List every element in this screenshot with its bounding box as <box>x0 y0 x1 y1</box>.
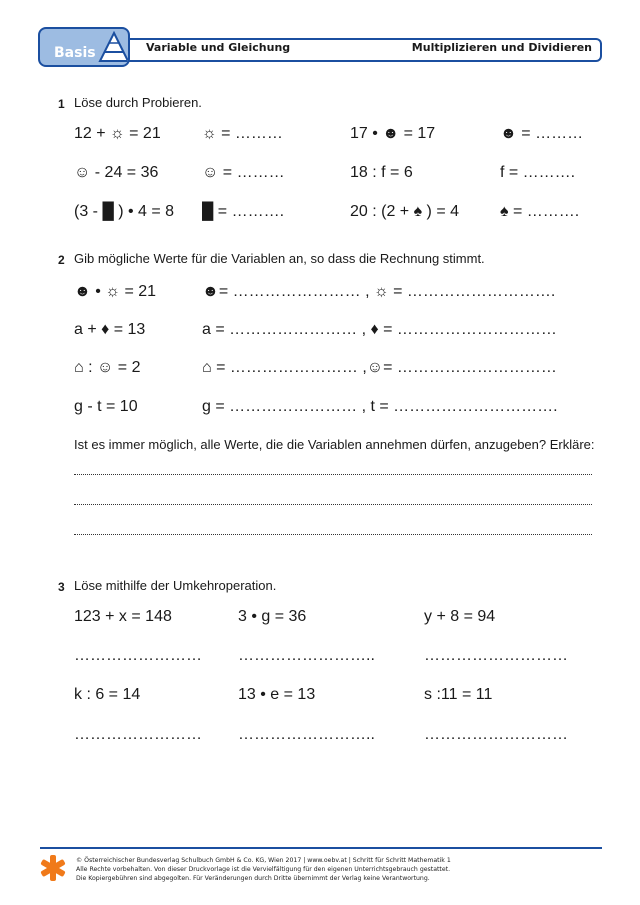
task1-equation: ☺ - 24 = 36 <box>74 164 159 181</box>
task3-equation: 3 • g = 36 <box>238 608 307 625</box>
task3-equation: s :11 = 11 <box>424 686 493 703</box>
task1-answer: ☻ = ……… <box>500 125 584 142</box>
task1-equation: 17 • ☻ = 17 <box>350 125 436 142</box>
task1-number: 1 <box>58 97 65 111</box>
task3-number: 3 <box>58 580 65 594</box>
task2-equation: a + ♦ = 13 <box>74 321 146 338</box>
task1-answer: █ = ………. <box>202 203 285 220</box>
task3-answer: …………………….. <box>238 726 375 743</box>
level-badge <box>38 27 130 67</box>
task3-answer: …………………….. <box>238 647 375 664</box>
answer-line <box>74 504 592 505</box>
task1-equation: 18 : f = 6 <box>350 164 413 181</box>
task3-answer: …………………… <box>74 726 202 743</box>
task1-equation: (3 - █ ) • 4 = 8 <box>74 203 175 220</box>
footer-rights: Alle Rechte vorbehalten. Von dieser Druckvorlage ist die Vervielfältigung für den eigenen Unterrichtsgebrauch gestattet. <box>76 866 451 873</box>
task2-answer: a = …………………… , ♦ = ………………………… <box>202 321 557 338</box>
footer-disclaimer: Die Kopiergebühren sind abgegolten. Für Veränderungen durch Dritte übernimmt der Verlag keine Verantwortung. <box>76 875 430 882</box>
section-title: Multiplizieren und Dividieren <box>411 41 592 54</box>
answer-line <box>74 474 592 475</box>
task2-equation: ⌂ : ☺ = 2 <box>74 359 141 376</box>
task3-answer: ……………………… <box>424 726 568 743</box>
task3-equation: 123 + x = 148 <box>74 608 172 625</box>
task2-instruction: Gib mögliche Werte für die Variablen an, so dass die Rechnung stimmt. <box>74 251 485 266</box>
task1-equation: 20 : (2 + ♠ ) = 4 <box>350 203 459 220</box>
chapter-title: Variable und Gleichung <box>146 41 291 54</box>
task3-equation: k : 6 = 14 <box>74 686 141 703</box>
task1-answer: f = ………. <box>500 164 576 181</box>
task3-answer: …………………… <box>74 647 202 664</box>
task3-instruction: Löse mithilfe der Umkehroperation. <box>74 578 277 593</box>
task2-equation: ☻ • ☼ = 21 <box>74 283 157 300</box>
task1-instruction: Löse durch Probieren. <box>74 95 202 110</box>
footer-divider <box>40 847 602 849</box>
task2-answer: ⌂ = …………………… ,☺= ………………………… <box>202 359 557 376</box>
task2-answer: ☻= …………………… , ☼ = ………………………. <box>202 283 556 300</box>
task3-equation: 13 • e = 13 <box>238 686 316 703</box>
task3-equation: y + 8 = 94 <box>424 608 496 625</box>
task2-question: Ist es immer möglich, alle Werte, die die Variablen annehmen dürfen, anzugeben? Erkläre: <box>74 437 595 452</box>
publisher-logo-icon <box>38 853 68 883</box>
task1-answer: ♠ = ………. <box>500 203 580 220</box>
answer-line <box>74 534 592 535</box>
task1-equation: 12 + ☼ = 21 <box>74 125 161 142</box>
footer-copyright: © Österreichischer Bundesverlag Schulbuch GmbH & Co. KG, Wien 2017 | www.oebv.at | Schritt für Schritt Mathematik 1 <box>76 857 451 864</box>
task2-equation: g - t = 10 <box>74 398 138 415</box>
pyramid-icon <box>98 31 130 67</box>
task3-answer: ……………………… <box>424 647 568 664</box>
badge-label: Basis <box>54 45 96 61</box>
task2-answer: g = …………………… , t = …………………………. <box>202 398 558 415</box>
task1-answer: ☼ = ……… <box>202 125 283 142</box>
task2-number: 2 <box>58 253 65 267</box>
task1-answer: ☺ = ……… <box>202 164 285 181</box>
